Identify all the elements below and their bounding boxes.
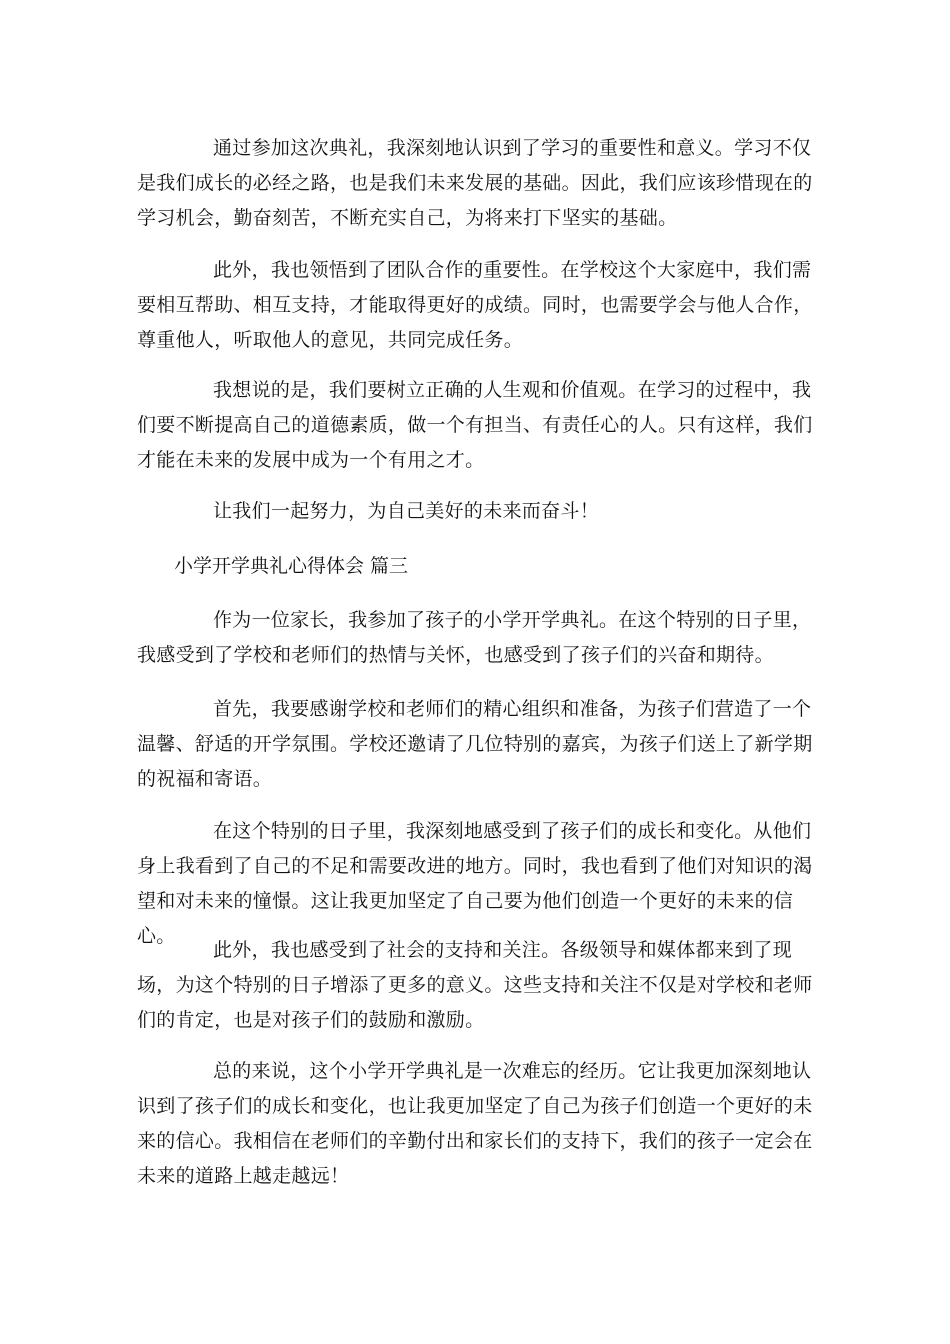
paragraph-parent-intro: 作为一位家长，我参加了孩子的小学开学典礼。在这个特别的日子里，我感受到了学校和老师们的热情与关怀，也感受到了孩子们的兴奋和期待。 xyxy=(137,609,812,666)
paragraph-strive: 让我们一起努力，为自己美好的未来而奋斗！ xyxy=(213,500,600,522)
paragraph-conclusion: 总的来说，这个小学开学典礼是一次难忘的经历。它让我更加深刻地认识到了孩子们的成长和变化，也让我更加坚定了自己为孩子们创造一个更好的未来的信心。我相信在老师们的辛勤付出和家长们的支持下，我们的孩子一定会在未来的道路上越走越远！ xyxy=(137,1060,813,1187)
paragraph-thanks: 首先，我要感谢学校和老师们的精心组织和准备，为孩子们营造了一个温馨、舒适的开学氛围。学校还邀请了几位特别的嘉宾，为孩子们送上了新学期的祝福和寄语。 xyxy=(137,698,813,790)
paragraph-values: 我想说的是，我们要树立正确的人生观和价值观。在学习的过程中，我们要不断提高自己的道德素质，做一个有担当、有责任心的人。只有这样，我们才能在未来的发展中成为一个有用之才。 xyxy=(137,379,813,471)
section-heading: 小学开学典礼心得体会 篇三 xyxy=(174,555,409,577)
paragraph-growth: 在这个特别的日子里，我深刻地感受到了孩子们的成长和变化。从他们身上我看到了自己的不足和需要改进的地方。同时，我也看到了他们对知识的渴望和对未来的憧憬。这让我更加坚定了自己要为他们创造一个更好的未来的信心。 xyxy=(137,820,813,947)
paragraph-society-support: 此外，我也感受到了社会的支持和关注。各级领导和媒体都来到了现场，为这个特别的日子增添了更多的意义。这些支持和关注不仅是对学校和老师们的肯定，也是对孩子们的鼓励和激励。 xyxy=(137,939,813,1031)
paragraph-teamwork: 此外，我也领悟到了团队合作的重要性。在学校这个大家庭中，我们需要相互帮助、相互支持，才能取得更好的成绩。同时，也需要学会与他人合作，尊重他人，听取他人的意见，共同完成任务。 xyxy=(137,259,813,351)
paragraph-study-importance: 通过参加这次典礼，我深刻地认识到了学习的重要性和意义。学习不仅是我们成长的必经之路，也是我们未来发展的基础。因此，我们应该珍惜现在的学习机会，勤奋刻苦，不断充实自己，为将来打下坚实的基础。 xyxy=(137,137,813,229)
